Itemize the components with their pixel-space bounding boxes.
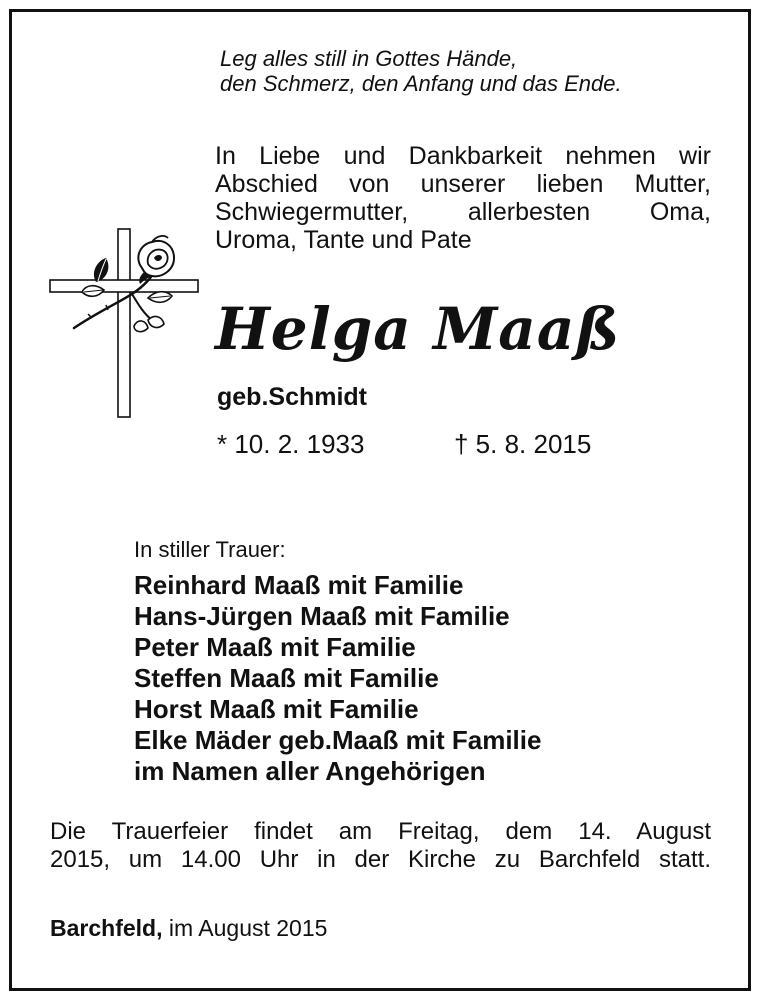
intro-line: Abschied von unserer lieben Mutter,: [215, 170, 711, 198]
mourner-item: Elke Mäder geb.Maaß mit Familie: [134, 725, 542, 755]
mourner-item: Horst Maaß mit Familie: [134, 694, 419, 724]
ceremony-line: Die Trauerfeier findet am Freitag, dem 14. August: [50, 818, 711, 845]
intro-line: Schwiegermutter, allerbesten Oma,: [215, 198, 711, 226]
mourner-item: Steffen Maaß mit Familie: [134, 663, 439, 693]
cross-with-rose-icon: [48, 228, 200, 420]
mourning-label: In stiller Trauer:: [134, 537, 286, 562]
signoff-date: im August 2015: [168, 915, 328, 941]
mourners-list: [134, 570, 541, 787]
deceased-name: Helga Maaß: [215, 295, 621, 363]
intro-text: [215, 142, 711, 254]
signoff-place: Barchfeld,: [50, 915, 163, 941]
birth-name: geb.Schmidt: [217, 383, 368, 411]
mourner-item: Peter Maaß mit Familie: [134, 632, 416, 662]
poem: [220, 46, 720, 96]
intro-line: In Liebe und Dankbarkeit nehmen wir: [215, 142, 711, 170]
birth-date: * 10. 2. 1933: [217, 429, 365, 459]
intro-line: Uroma, Tante und Pate: [215, 226, 472, 254]
ceremony-line: 2015, um 14.00 Uhr in der Kirche zu Barchfeld statt.: [50, 846, 711, 873]
mourner-item: Reinhard Maaß mit Familie: [134, 570, 464, 600]
signoff: [50, 914, 327, 942]
death-date: † 5. 8. 2015: [454, 429, 592, 459]
poem-line: den Schmerz, den Anfang und das Ende.: [220, 71, 622, 96]
ceremony-text: [50, 818, 711, 874]
mourner-item: Hans-Jürgen Maaß mit Familie: [134, 601, 510, 631]
mourner-item: im Namen aller Angehörigen: [134, 756, 486, 786]
poem-line: Leg alles still in Gottes Hände,: [220, 46, 518, 71]
